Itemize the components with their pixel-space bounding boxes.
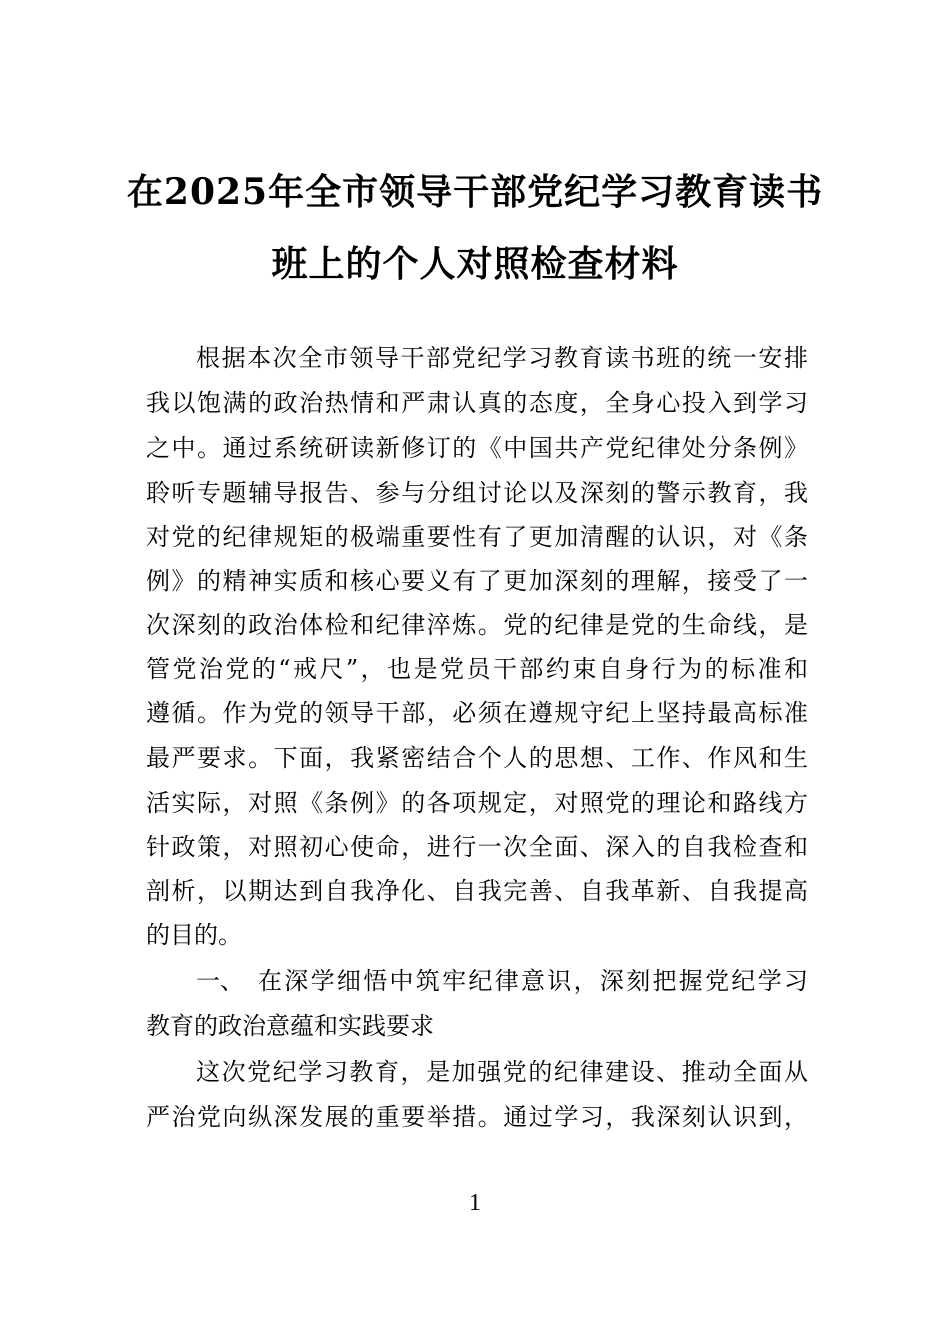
paragraph-line: 管党治党的“戒尺”，也是党员干部约束自身行为的标准和 bbox=[146, 655, 808, 683]
paragraph-line: 次深刻的政治体检和纪律淬炼。党的纪律是党的生命线，是 bbox=[146, 611, 808, 639]
paragraph-line: 我以饱满的政治热情和严肃认真的态度，全身心投入到学习 bbox=[146, 389, 808, 417]
paragraph-line: 对党的纪律规矩的极端重要性有了更加清醒的认识，对《条 bbox=[146, 523, 808, 551]
paragraph-line: 剖析，以期达到自我净化、自我完善、自我革新、自我提高 bbox=[146, 877, 808, 905]
section-heading-line: 教育的政治意蕴和实践要求 bbox=[146, 1012, 434, 1040]
document-title-line-2: 班上的个人对照检查材料 bbox=[271, 243, 679, 285]
section-number: 一、 bbox=[196, 967, 244, 995]
paragraph-line: 严治党向纵深发展的重要举措。通过学习，我深刻认识到， bbox=[146, 1103, 808, 1131]
paragraph-line: 的目的。 bbox=[146, 921, 242, 949]
section-heading-line bbox=[146, 963, 808, 999]
paragraph-line: 遵循。作为党的领导干部，必须在遵规守纪上坚持最高标准 bbox=[146, 699, 808, 727]
paragraph-line: 之中。通过系统研读新修订的《中国共产党纪律处分条例》 bbox=[146, 434, 808, 462]
paragraph-line: 聆听专题辅导报告、参与分组讨论以及深刻的警示教育，我 bbox=[146, 479, 808, 507]
document-title-line-1: 在2025年全市领导干部党纪学习教育读书 bbox=[126, 171, 824, 213]
paragraph-line: 例》的精神实质和核心要义有了更加深刻的理解，接受了一 bbox=[146, 567, 808, 595]
paragraph-line: 针政策，对照初心使命，进行一次全面、深入的自我检查和 bbox=[146, 833, 808, 861]
paragraph-line: 根据本次全市领导干部党纪学习教育读书班的统一安排 bbox=[196, 344, 808, 372]
paragraph-line: 这次党纪学习教育，是加强党的纪律建设、推动全面从 bbox=[196, 1058, 808, 1086]
page-number: 1 bbox=[469, 1190, 481, 1216]
section-heading-text: 在深学细悟中筑牢纪律意识，深刻把握党纪学习 bbox=[258, 967, 808, 995]
paragraph-line: 活实际，对照《条例》的各项规定，对照党的理论和路线方 bbox=[146, 789, 808, 817]
paragraph-line: 最严要求。下面，我紧密结合个人的思想、工作、作风和生 bbox=[146, 744, 808, 772]
